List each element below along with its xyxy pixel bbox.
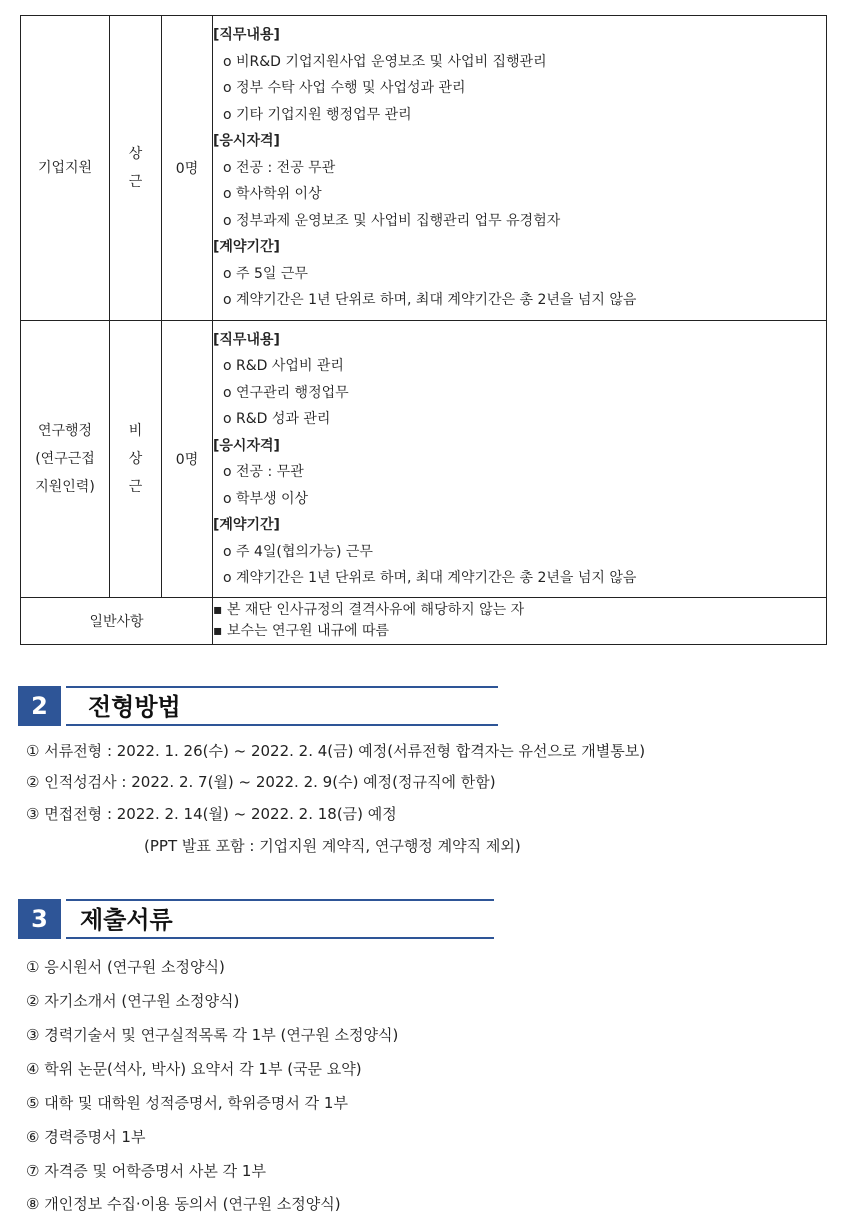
list-item: ① 응시원서 (연구원 소정양식) [26,958,225,976]
detail-cell [213,321,827,598]
detail-header: [직무내용] [213,331,280,348]
detail-item: o 학사학위 이상 [223,186,322,203]
field-label-line: (연구근접 [35,451,95,467]
general-item: ▪ 보수는 연구원 내규에 따름 [213,623,390,639]
list-item: ④ 학위 논문(석사, 박사) 요약서 각 1부 (국문 요약) [26,1060,362,1078]
headcount-cell [162,321,213,598]
field-label-line: 연구행정 [37,423,93,439]
detail-header: [계약기간] [213,239,280,256]
headcount: 0명 [175,161,199,177]
detail-item: o 비R&D 기업지원사업 운영보조 및 사업비 집행관리 [223,53,547,70]
section-number: 2 [18,686,61,726]
list-item: ① 서류전형 : 2022. 1. 26(수) ~ 2022. 2. 4(금) 예정(서류전형 합격자는 유선으로 개별통보) [26,742,646,760]
section-title: 전형방법 [88,693,181,721]
position-row-research-admin [21,321,827,598]
detail-item: o 전공 : 전공 무관 [223,159,336,176]
section-title: 제출서류 [80,906,173,934]
list-item: ② 인적성검사 : 2022. 2. 7(월) ~ 2022. 2. 9(수) 예정(정규직에 한함) [26,773,496,791]
detail-item: o 주 5일 근무 [223,265,308,282]
detail-item: o 정부과제 운영보조 및 사업비 집행관리 업무 유경험자 [223,212,561,229]
general-label: 일반사항 [89,614,144,630]
detail-item: o 기타 기업지원 행정업무 관리 [223,106,412,123]
type-char: 근 [128,174,143,190]
section-top-rule [66,899,494,901]
section-header-documents [18,899,494,939]
detail-item: o 연구관리 행정업무 [223,384,349,401]
type-char: 비 [128,423,143,439]
headcount: 0명 [175,452,199,468]
detail-header: [계약기간] [213,517,280,533]
detail-item: o 전공 : 무관 [223,464,304,480]
general-item: ▪ 본 재단 인사규정의 결격사유에 해당하지 않는 자 [213,602,525,618]
list-item: ③ 경력기술서 및 연구실적목록 각 1부 (연구원 소정양식) [26,1026,399,1044]
list-item: ⑧ 개인정보 수집·이용 동의서 (연구원 소정양식) [26,1195,341,1213]
detail-header: [응시자격] [213,133,280,150]
detail-item: o 계약기간은 1년 단위로 하며, 최대 계약기간은 총 2년을 넘지 않음 [223,570,637,586]
section-header-selection [18,686,498,726]
field-cell [21,321,110,598]
detail-item: o 주 4일(협의가능) 근무 [223,543,373,560]
detail-cell [213,16,827,321]
general-items-cell [213,598,827,645]
field-cell [21,16,110,321]
list-item: ② 자기소개서 (연구원 소정양식) [26,992,240,1010]
field-label: 기업지원 [37,160,93,176]
general-label-cell [21,598,213,645]
detail-item: o R&D 사업비 관리 [223,358,344,374]
detail-header: [직무내용] [213,27,280,44]
type-char: 상 [128,146,143,162]
detail-item: o 계약기간은 1년 단위로 하며, 최대 계약기간은 총 2년을 넘지 않음 [223,292,637,309]
section-bottom-rule [66,937,494,939]
section-top-rule [66,686,498,688]
list-item: ③ 면접전형 : 2022. 2. 14(월) ~ 2022. 2. 18(금) 예정 [26,805,397,823]
detail-header: [응시자격] [213,437,280,454]
employment-type-cell [110,16,162,321]
list-item: ⑥ 경력증명서 1부 [26,1128,146,1146]
type-char: 근 [128,479,143,495]
section-bottom-rule [66,724,498,726]
employment-type-cell [110,321,162,598]
positions-table [20,15,827,645]
detail-item: o 학부생 이상 [223,490,309,507]
section-number: 3 [18,899,61,939]
list-item-note: (PPT 발표 포함 : 기업지원 계약직, 연구행정 계약직 제외) [144,837,521,855]
headcount-cell [162,16,213,321]
general-row [21,598,827,645]
field-label-line: 지원인력) [35,479,95,495]
detail-item: o R&D 성과 관리 [223,411,331,427]
list-item: ⑤ 대학 및 대학원 성적증명서, 학위증명서 각 1부 [26,1094,348,1112]
detail-item: o 정부 수탁 사업 수행 및 사업성과 관리 [223,80,466,97]
list-item: ⑦ 자격증 및 어학증명서 사본 각 1부 [26,1162,266,1180]
type-char: 상 [128,451,143,467]
position-row-corporate [21,16,827,321]
